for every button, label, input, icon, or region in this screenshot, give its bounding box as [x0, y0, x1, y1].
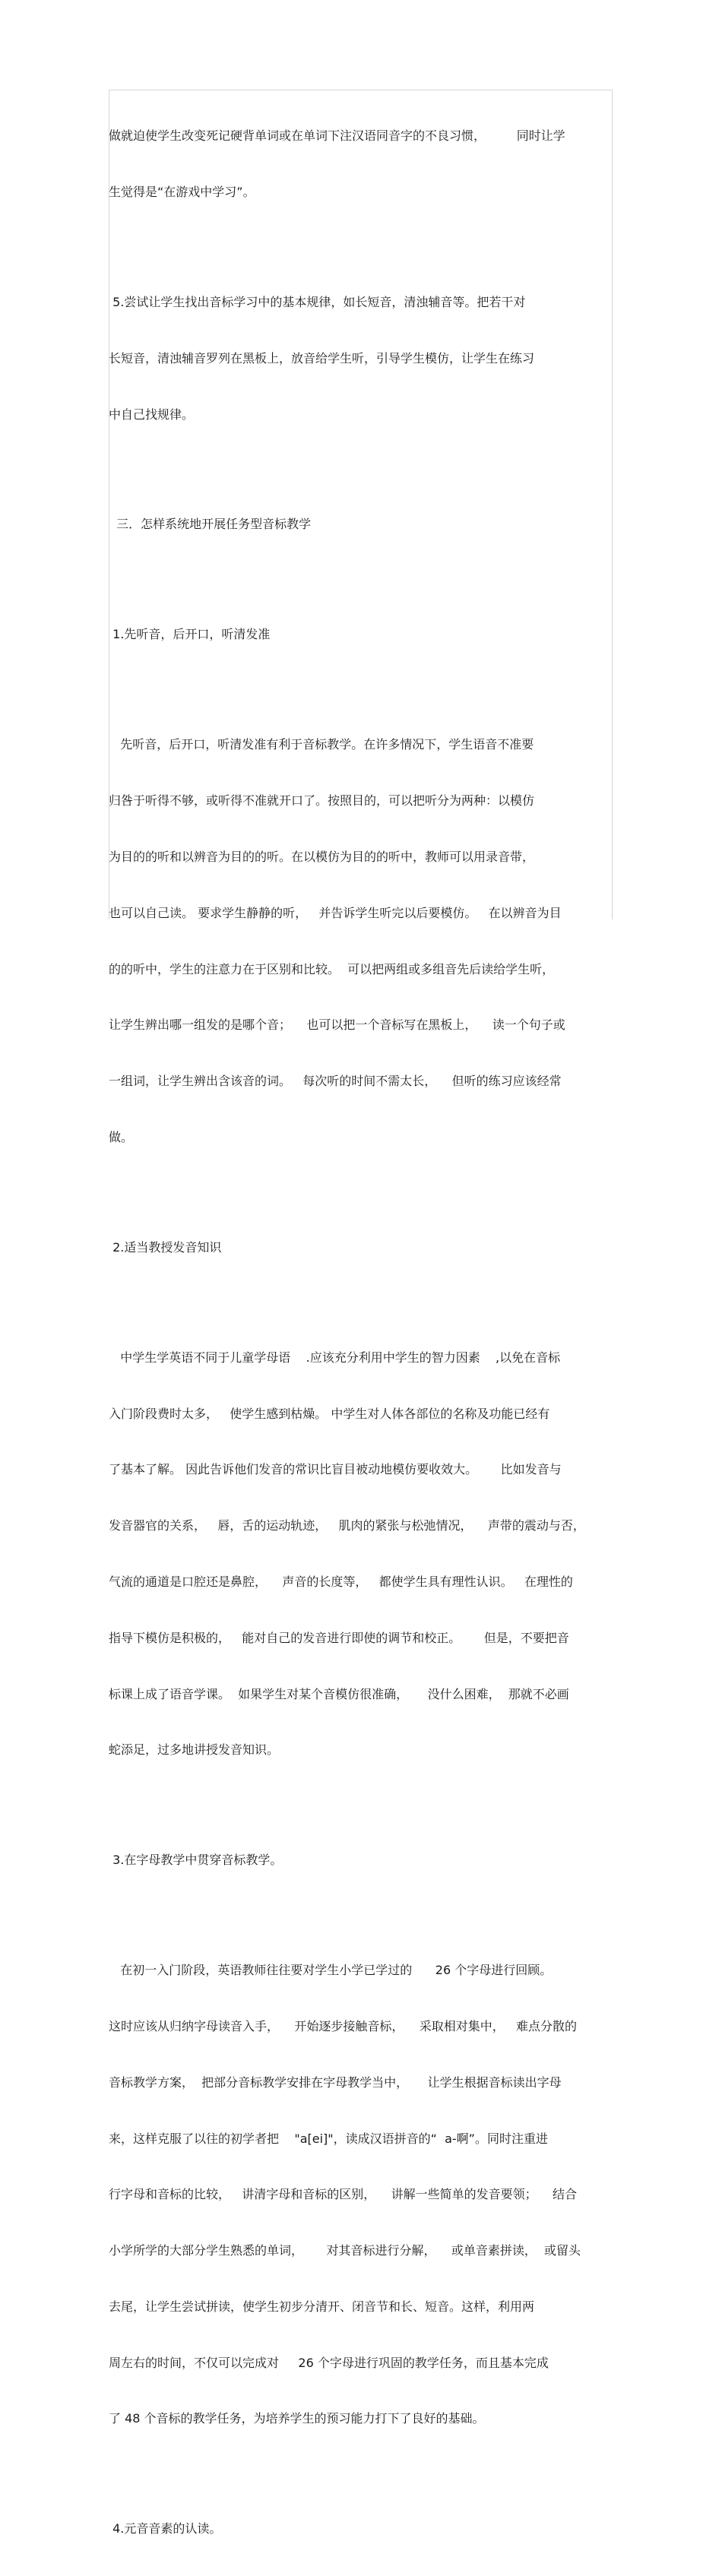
text-line: 让学生辨出哪一组发的是哪个音； 也可以把一个音标写在黑板上， 读一个句子或 [109, 1017, 565, 1033]
paragraph-point-5 [109, 256, 613, 462]
heading-text: 1.先听音，后开口，听清发准 [109, 627, 271, 642]
text-line: 小学所学的大部分学生熟悉的单词， 对其音标进行分解， 或单音素拼读， 或留头 [109, 2243, 581, 2258]
text-line: 发音器官的关系， 唇，舌的运动轨迹， 肌肉的紧张与松弛情况， 声带的震动与否， [109, 1518, 585, 1533]
text-line: 入门阶段费时太多， 使学生感到枯燥。 中学生对人体各部位的名称及功能已经有 [109, 1406, 550, 1421]
text-line: 标课上成了语音学课。 如果学生对某个音模仿很准确， 没什么困难， 那就不必画 [109, 1686, 569, 1701]
text-line: 也可以自己读。 要求学生静静的听， 并告诉学生听完以后要模仿。 在以辨音为目 [109, 905, 562, 920]
text-line: 做。 [109, 1129, 134, 1144]
text-line: 的的听中，学生的注意力在于区别和比较。 可以把两组或多组音先后读给学生听， [109, 961, 555, 976]
section-heading-3 [109, 478, 613, 571]
text-line: 生觉得是“在游戏中学习”。 [109, 184, 255, 199]
text-line: 音标教学方案， 把部分音标教学安排在字母教学当中， 让学生根据音标读出字母 [109, 2074, 562, 2090]
heading-text: 三．怎样系统地开展任务型音标教学 [109, 517, 312, 532]
document-body [109, 90, 613, 2576]
paragraph-pronunciation [109, 1312, 613, 1797]
heading-text: 3.在字母教学中贯穿音标教学。 [109, 1853, 283, 1868]
text-line: 中学生学英语不同于儿童学母语 .应该充分利用中学生的智力因素 ,以免在音标 [109, 1350, 561, 1365]
heading-text: 2.适当教授发音知识 [109, 1239, 222, 1255]
text-line: 行字母和音标的比较， 讲清字母和音标的区别， 讲解一些简单的发音要领； 结合 [109, 2187, 577, 2202]
paragraph-game-learning [109, 90, 613, 239]
text-line: 做就迫使学生改变死记硬背单词或在单词下注汉语同音字的不良习惯， 同时让学 [109, 128, 565, 144]
text-line: 在初一入门阶段，英语教师往往要对学生小学已学过的 26 个字母进行回顾。 [109, 1963, 553, 1978]
text-line: 蛇添足，过多地讲授发音知识。 [109, 1742, 280, 1758]
text-line: 5.尝试让学生找出音标学习中的基本规律，如长短音，清浊辅音等。把若干对 [109, 294, 526, 309]
text-line: 来，这样克服了以往的初学者把 "a[ei]"，读成汉语拼音的“ a-啊”。同时注重进 [109, 2131, 548, 2146]
text-line: 为目的的听和以辨音为目的的听。在以模仿为目的的听中，教师可以用录音带， [109, 849, 535, 864]
text-line: 周左右的时间，不仅可以完成对 26 个字母进行巩固的教学任务，而且基本完成 [109, 2355, 549, 2370]
subheading-4 [109, 2483, 613, 2576]
text-line: 归咎于听得不够，或听得不准就开口了。按照目的，可以把听分为两种：以模仿 [109, 793, 535, 809]
text-line: 中自己找规律。 [109, 407, 195, 422]
text-line: 这时应该从归纳字母读音入手， 开始逐步接触音标， 采取相对集中， 难点分散的 [109, 2019, 577, 2033]
text-line: 了基本了解。 因此告诉他们发音的常识比盲目被动地模仿要收效大。 比如发音与 [109, 1462, 562, 1477]
subheading-1 [109, 588, 613, 682]
text-line: 一组词，让学生辨出含该音的词。 每次听的时间不需太长， 但听的练习应该经常 [109, 1074, 562, 1089]
paragraph-alphabet [109, 1924, 613, 2466]
heading-text: 4.元音音素的认读。 [109, 2521, 222, 2536]
text-line: 去尾，让学生尝试拼读，使学生初步分清开、闭音节和长、短音。这样，利用两 [109, 2299, 535, 2314]
text-line: 气流的通道是口腔还是鼻腔， 声音的长度等， 都使学生具有理性认识。 在理性的 [109, 1574, 573, 1589]
text-line: 先听音，后开口，听清发准有利于音标教学。在许多情况下，学生语音不准要 [109, 737, 534, 752]
text-line: 长短音，清浊辅音罗列在黑板上，放音给学生听，引导学生模仿，让学生在练习 [109, 350, 535, 366]
text-line: 指导下模仿是积极的， 能对自己的发音进行即使的调节和校正。 但是，不要把音 [109, 1630, 569, 1645]
paragraph-listening [109, 698, 613, 1184]
subheading-2 [109, 1201, 613, 1295]
subheading-3 [109, 1814, 613, 1907]
text-line: 了 48 个音标的教学任务，为培养学生的预习能力打下了良好的基础。 [109, 2411, 485, 2426]
